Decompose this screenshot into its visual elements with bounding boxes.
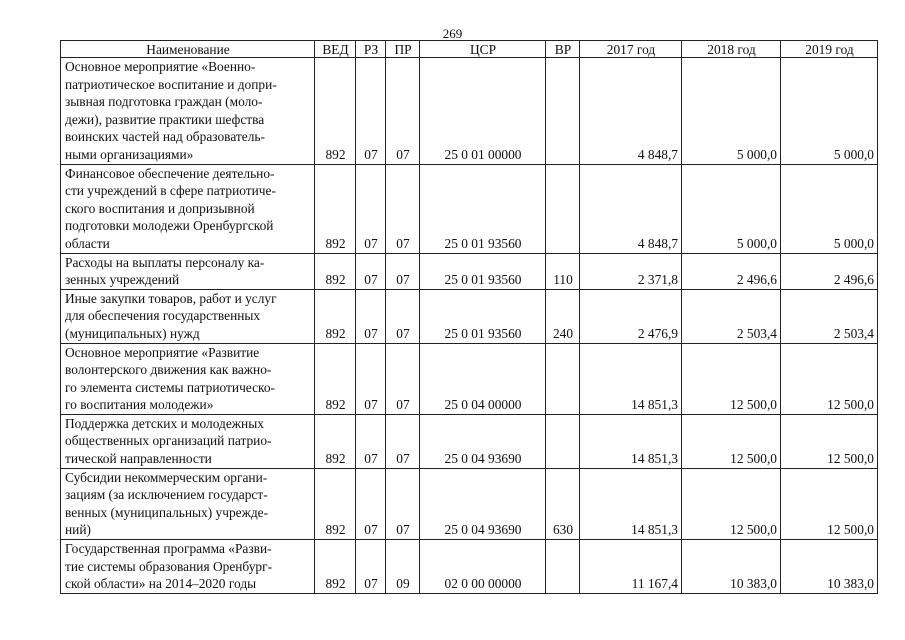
cell-ved: 892 bbox=[315, 414, 356, 468]
cell-name bbox=[61, 289, 315, 343]
cell-vr bbox=[546, 343, 580, 414]
cell-pr: 07 bbox=[386, 414, 420, 468]
cell-2017: 4 848,7 bbox=[580, 58, 682, 165]
name-line: Финансовое обеспечение деятельно- bbox=[65, 165, 275, 181]
name-line: патриотическое воспитание и допри- bbox=[65, 76, 277, 92]
cell-pr: 09 bbox=[386, 540, 420, 594]
cell-csr: 02 0 00 00000 bbox=[420, 540, 546, 594]
cell-pr: 07 bbox=[386, 58, 420, 165]
name-line: Субсидии некоммерческим органи- bbox=[65, 469, 268, 485]
name-line: (муниципальных) нужд bbox=[65, 325, 200, 341]
cell-ved: 892 bbox=[315, 343, 356, 414]
cell-2019: 12 500,0 bbox=[781, 414, 878, 468]
header-row bbox=[61, 41, 878, 58]
name-line: сти учреждений в сфере патриотиче- bbox=[65, 183, 276, 199]
cell-vr bbox=[546, 540, 580, 594]
cell-ved: 892 bbox=[315, 289, 356, 343]
cell-csr: 25 0 04 93690 bbox=[420, 468, 546, 539]
cell-rz: 07 bbox=[356, 289, 386, 343]
cell-2017: 14 851,3 bbox=[580, 414, 682, 468]
cell-pr: 07 bbox=[386, 253, 420, 289]
cell-2019: 12 500,0 bbox=[781, 468, 878, 539]
name-line: зенных учреждений bbox=[65, 272, 180, 288]
name-line: тической направленности bbox=[65, 451, 212, 467]
cell-name bbox=[61, 414, 315, 468]
cell-2017: 4 848,7 bbox=[580, 164, 682, 253]
name-line: подготовки молодежи Оренбургской bbox=[65, 218, 274, 234]
name-line: дежи), развитие практики шефства bbox=[65, 111, 265, 127]
name-line: ными организациями» bbox=[65, 146, 194, 162]
table-row bbox=[61, 540, 878, 594]
cell-rz: 07 bbox=[356, 164, 386, 253]
cell-vr: 630 bbox=[546, 468, 580, 539]
name-line: ской области» на 2014–2020 годы bbox=[65, 576, 257, 592]
cell-vr: 240 bbox=[546, 289, 580, 343]
name-line: ского воспитания и допризывной bbox=[65, 200, 255, 216]
name-line: общественных организаций патрио- bbox=[65, 433, 272, 449]
name-line: зациям (за исключением государст- bbox=[65, 487, 268, 503]
cell-pr: 07 bbox=[386, 343, 420, 414]
name-line: Расходы на выплаты персоналу ка- bbox=[65, 254, 265, 270]
name-line: венных (муниципальных) учрежде- bbox=[65, 504, 269, 520]
cell-2019: 12 500,0 bbox=[781, 343, 878, 414]
name-line: волонтерского движения как важно- bbox=[65, 362, 272, 378]
cell-name bbox=[61, 540, 315, 594]
cell-name bbox=[61, 343, 315, 414]
name-line: воинских частей над образователь- bbox=[65, 129, 265, 145]
cell-csr: 25 0 01 00000 bbox=[420, 58, 546, 165]
cell-name bbox=[61, 253, 315, 289]
cell-ved: 892 bbox=[315, 164, 356, 253]
column-header-2017: 2017 год bbox=[580, 41, 682, 58]
cell-rz: 07 bbox=[356, 468, 386, 539]
name-line: Основное мероприятие «Развитие bbox=[65, 344, 260, 360]
name-line: области bbox=[65, 235, 110, 251]
cell-2018: 5 000,0 bbox=[682, 58, 781, 165]
name-line: зывная подготовка граждан (моло- bbox=[65, 94, 263, 110]
column-header-pr: ПР bbox=[386, 41, 420, 58]
table-header bbox=[61, 41, 878, 58]
cell-csr: 25 0 01 93560 bbox=[420, 164, 546, 253]
cell-rz: 07 bbox=[356, 414, 386, 468]
name-line: Государственная программа «Разви- bbox=[65, 541, 272, 557]
cell-vr: 110 bbox=[546, 253, 580, 289]
name-line: Поддержка детских и молодежных bbox=[65, 415, 264, 431]
cell-2018: 12 500,0 bbox=[682, 414, 781, 468]
cell-2018: 12 500,0 bbox=[682, 468, 781, 539]
cell-2017: 2 371,8 bbox=[580, 253, 682, 289]
cell-ved: 892 bbox=[315, 540, 356, 594]
cell-vr bbox=[546, 58, 580, 165]
name-line: Иные закупки товаров, работ и услуг bbox=[65, 290, 277, 306]
cell-csr: 25 0 04 00000 bbox=[420, 343, 546, 414]
column-header-ved: ВЕД bbox=[315, 41, 356, 58]
table-row bbox=[61, 58, 878, 165]
cell-rz: 07 bbox=[356, 253, 386, 289]
cell-2019: 5 000,0 bbox=[781, 164, 878, 253]
cell-ved: 892 bbox=[315, 253, 356, 289]
cell-vr bbox=[546, 414, 580, 468]
cell-2017: 14 851,3 bbox=[580, 343, 682, 414]
cell-2019: 2 503,4 bbox=[781, 289, 878, 343]
table-row bbox=[61, 468, 878, 539]
cell-2019: 2 496,6 bbox=[781, 253, 878, 289]
name-line: для обеспечения государственных bbox=[65, 308, 261, 324]
budget-table bbox=[60, 40, 878, 594]
column-header-2019: 2019 год bbox=[781, 41, 878, 58]
cell-name bbox=[61, 58, 315, 165]
cell-ved: 892 bbox=[315, 468, 356, 539]
name-line: го воспитания молодежи» bbox=[65, 397, 214, 413]
cell-rz: 07 bbox=[356, 58, 386, 165]
cell-2019: 10 383,0 bbox=[781, 540, 878, 594]
cell-name bbox=[61, 164, 315, 253]
cell-csr: 25 0 01 93560 bbox=[420, 253, 546, 289]
cell-2018: 10 383,0 bbox=[682, 540, 781, 594]
column-header-csr: ЦСР bbox=[420, 41, 546, 58]
page-number: 269 bbox=[442, 26, 463, 41]
table-row bbox=[61, 289, 878, 343]
cell-rz: 07 bbox=[356, 540, 386, 594]
name-line: го элемента системы патриотическо- bbox=[65, 379, 275, 395]
name-line: тие системы образования Оренбург- bbox=[65, 558, 273, 574]
cell-pr: 07 bbox=[386, 289, 420, 343]
table-row bbox=[61, 164, 878, 253]
table-row bbox=[61, 343, 878, 414]
cell-name bbox=[61, 468, 315, 539]
cell-2018: 12 500,0 bbox=[682, 343, 781, 414]
cell-2017: 11 167,4 bbox=[580, 540, 682, 594]
cell-2018: 5 000,0 bbox=[682, 164, 781, 253]
cell-vr bbox=[546, 164, 580, 253]
cell-2018: 2 496,6 bbox=[682, 253, 781, 289]
table-row bbox=[61, 414, 878, 468]
column-header-2018: 2018 год bbox=[682, 41, 781, 58]
cell-csr: 25 0 01 93560 bbox=[420, 289, 546, 343]
column-header-rz: РЗ bbox=[356, 41, 386, 58]
name-line: Основное мероприятие «Военно- bbox=[65, 59, 256, 74]
cell-2019: 5 000,0 bbox=[781, 58, 878, 165]
cell-2017: 14 851,3 bbox=[580, 468, 682, 539]
column-header-name: Наименование bbox=[61, 41, 315, 58]
cell-rz: 07 bbox=[356, 343, 386, 414]
table-body bbox=[61, 58, 878, 594]
cell-2017: 2 476,9 bbox=[580, 289, 682, 343]
cell-pr: 07 bbox=[386, 164, 420, 253]
name-line: ний) bbox=[65, 522, 91, 538]
cell-csr: 25 0 04 93690 bbox=[420, 414, 546, 468]
column-header-vr: ВР bbox=[546, 41, 580, 58]
cell-ved: 892 bbox=[315, 58, 356, 165]
table-row bbox=[61, 253, 878, 289]
cell-pr: 07 bbox=[386, 468, 420, 539]
cell-2018: 2 503,4 bbox=[682, 289, 781, 343]
